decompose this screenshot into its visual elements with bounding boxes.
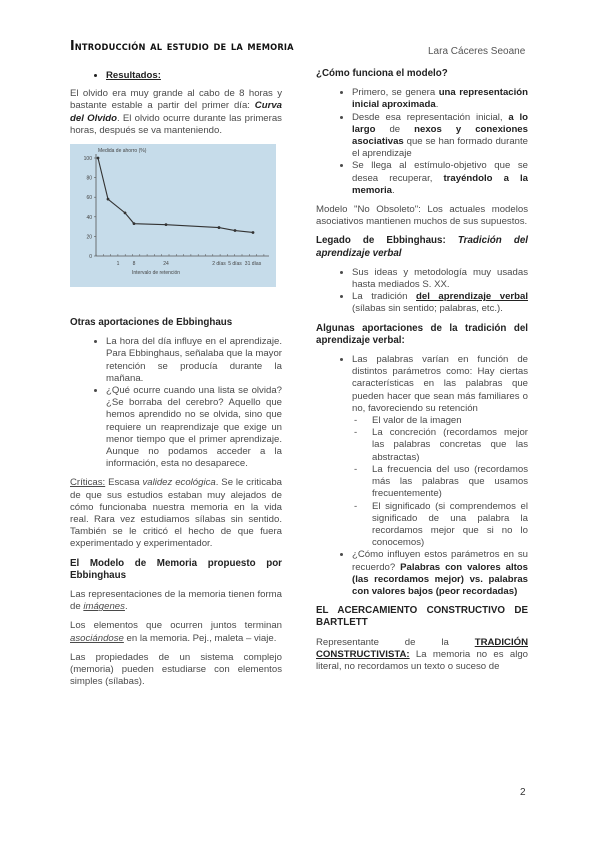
text-segment: Críticas:	[70, 477, 106, 489]
text-segment: ¿Qué ocurre cuando una lista se olvida? ¿Se borraba del cerebro? Aquello que hemos aprendido no se olvida, sino que requiere un reaprendizaje que exige un menor tiempo que el primer aprendizaje. Aunque no podamos acceder a la información, esta no desaparece.	[106, 385, 282, 470]
text-segment: Se llega al estímulo-objetivo que se desea recuperar,	[352, 160, 528, 184]
text-segment: asociándose	[70, 632, 124, 644]
sub-list-item: - El valor de la imagen	[372, 415, 528, 427]
modelo-paragraph-2	[70, 620, 282, 644]
list-item	[106, 336, 282, 385]
legado-list	[316, 267, 528, 316]
data-point	[97, 157, 100, 160]
text-segment: Palabras con valores altos (las recordamos mejor) vs. palabras con valores bajos (peor recordadas)	[352, 561, 528, 597]
text-segment: Escasa	[105, 477, 143, 489]
y-tick-label: 0	[89, 254, 92, 261]
sub-list-item: - El significado (si comprendemos el significado de una palabra la recordamos mejor que si no lo conocemos)	[372, 501, 528, 550]
bartlett-paragraph	[316, 637, 528, 674]
text-segment: del aprendizaje verbal	[416, 291, 529, 303]
text-segment: Las propiedades de un sistema complejo (memoria) pueden estudiarse con elementos simples (sílabas).	[70, 651, 282, 688]
list-item	[352, 354, 528, 549]
data-point	[133, 222, 136, 225]
text-segment: Las palabras varían en función de distintos parámetros como: Hay ciertas características en las palabras que pueden hacer que sean más familiares o no, favoreciendo su retención	[352, 354, 528, 414]
text-segment: La tradición	[352, 291, 417, 303]
text-segment: La memoria no es algo literal, no recordamos un texto o suceso de	[316, 648, 528, 672]
text-segment: . El olvido ocurre durante las primeras horas, después se va manteniendo.	[70, 112, 282, 136]
list-item	[352, 549, 528, 598]
list-item	[352, 291, 528, 315]
y-tick-label: 40	[86, 214, 92, 221]
algunas-heading: Algunas aportaciones de la tradición del aprendizaje verbal:	[316, 322, 528, 346]
text-segment: Las representaciones de la memoria tienen forma de	[70, 589, 282, 613]
text-segment: imágenes	[83, 601, 125, 613]
document-title: Introducción al estudio de la memoria	[70, 38, 294, 54]
otras-heading: Otras aportaciones de Ebbinghaus	[70, 317, 233, 329]
como-list	[316, 87, 528, 197]
list-item	[352, 267, 528, 291]
x-tick-label: 8	[132, 261, 136, 268]
list-item	[352, 112, 528, 161]
y-tick-label: 100	[83, 156, 92, 163]
text-segment: trayéndolo a la memoria	[352, 172, 528, 196]
text-segment: en la memoria. Pej., maleta – viaje.	[123, 632, 277, 644]
algunas-list	[316, 354, 528, 598]
text-segment: .	[392, 184, 395, 196]
data-point	[234, 229, 237, 232]
x-tick-label: 31 días	[244, 261, 262, 268]
algunas-item-text	[352, 354, 528, 414]
list-item	[352, 87, 528, 111]
modelo-heading: El Modelo de Memoria propuesto por Ebbinghaus	[70, 557, 282, 581]
list-item	[352, 160, 528, 197]
data-point	[218, 226, 221, 229]
text-segment: nexos y conexiones asociativas	[352, 123, 528, 148]
text-segment: . Se le criticaba de que sus estudios estaban muy alejados de cómo funcionaba nuestra memoria en la vida real. Rara vez estudiamos sílabas sin sentido. También se le criticó el hecho de que fuera experimentado y experimentador.	[70, 477, 282, 550]
obsoleto-paragraph	[316, 204, 528, 228]
text-segment: a lo largo	[352, 111, 528, 135]
text-segment: TRADICIÓN CONSTRUCTIVISTA:	[316, 636, 528, 660]
page-number: 2	[520, 787, 526, 798]
text-segment: Modelo "No Obsoleto": Los actuales modelos asociativos mantienen muchos de sus supuestos.	[316, 204, 528, 228]
text-segment: Tradición del aprendizaje verbal	[316, 235, 528, 259]
text-segment: La hora del día influye en el aprendizaje. Para Ebbinghaus, señalaba que la mayor retención se producía durante la mañana.	[106, 336, 283, 384]
text-segment: El olvido era muy grande al cabo de 8 horas y bastante estable a partir del primer día:	[70, 88, 282, 112]
chart-svg	[70, 144, 276, 287]
left-column	[70, 70, 282, 696]
x-axis-label: Intervalo de retención	[132, 270, 181, 277]
text-segment: (sílabas sin sentido; palabras, etc.).	[352, 303, 503, 315]
right-column	[316, 68, 528, 680]
x-tick-label: 2 días	[212, 261, 226, 268]
modelo-paragraph-3	[70, 652, 282, 689]
data-point	[124, 211, 127, 214]
y-axis-label: Medida de ahorro (%)	[98, 148, 147, 155]
data-point	[165, 223, 168, 226]
text-segment: Primero, se genera	[352, 87, 439, 99]
text-segment: Los elementos que ocurren juntos terminan	[70, 620, 282, 632]
list-item	[106, 385, 282, 470]
x-tick-label: 1	[116, 261, 120, 268]
text-segment: una representación inicial aproximada	[352, 87, 528, 111]
y-tick-label: 60	[86, 195, 92, 202]
text-segment: Curva del Olvido	[70, 100, 282, 124]
sub-list-item: - La frecuencia del uso (recordamos más las palabras que usamos frecuentemente)	[372, 464, 528, 501]
text-segment: Desde esa representación inicial,	[352, 111, 509, 123]
forgetting-curve-line	[98, 158, 253, 232]
y-tick-label: 80	[86, 175, 92, 182]
text-segment: Representante de la	[316, 636, 475, 648]
data-point	[252, 231, 255, 234]
criticas-paragraph	[70, 477, 282, 550]
text-segment: Sus ideas y metodología muy usadas hasta mediados S. XX.	[352, 266, 528, 291]
legado-heading	[316, 235, 528, 259]
x-tick-label: 5 días	[228, 261, 242, 268]
y-tick-label: 20	[86, 234, 92, 241]
x-tick-label: 24	[163, 261, 169, 268]
sub-list	[352, 415, 528, 549]
otras-list	[70, 336, 282, 470]
text-segment: Legado de Ebbinghaus:	[316, 235, 458, 247]
modelo-paragraph-1	[70, 589, 282, 613]
bartlett-heading: EL ACERCAMIENTO CONSTRUCTIVO DE BARTLETT	[316, 605, 528, 629]
text-segment: .	[435, 99, 439, 111]
text-segment: de	[375, 123, 415, 135]
data-point	[107, 198, 110, 201]
author-name: Lara Cáceres Seoane	[428, 46, 526, 57]
text-segment: que se han formado durante el aprendizaje	[352, 136, 528, 160]
como-heading: ¿Cómo funciona el modelo?	[316, 68, 448, 79]
forgetting-curve-chart	[70, 144, 276, 287]
resultados-paragraph	[70, 88, 282, 137]
text-segment: .	[124, 601, 128, 613]
resultados-heading: • Resultados:	[106, 70, 282, 82]
text-segment: validez ecológica	[142, 477, 216, 489]
text-segment: ¿Cómo influyen estos parámetros en su recuerdo?	[352, 549, 528, 573]
sub-list-item: - La concreción (recordamos mejor las palabras concretas que las abstractas)	[372, 427, 528, 464]
